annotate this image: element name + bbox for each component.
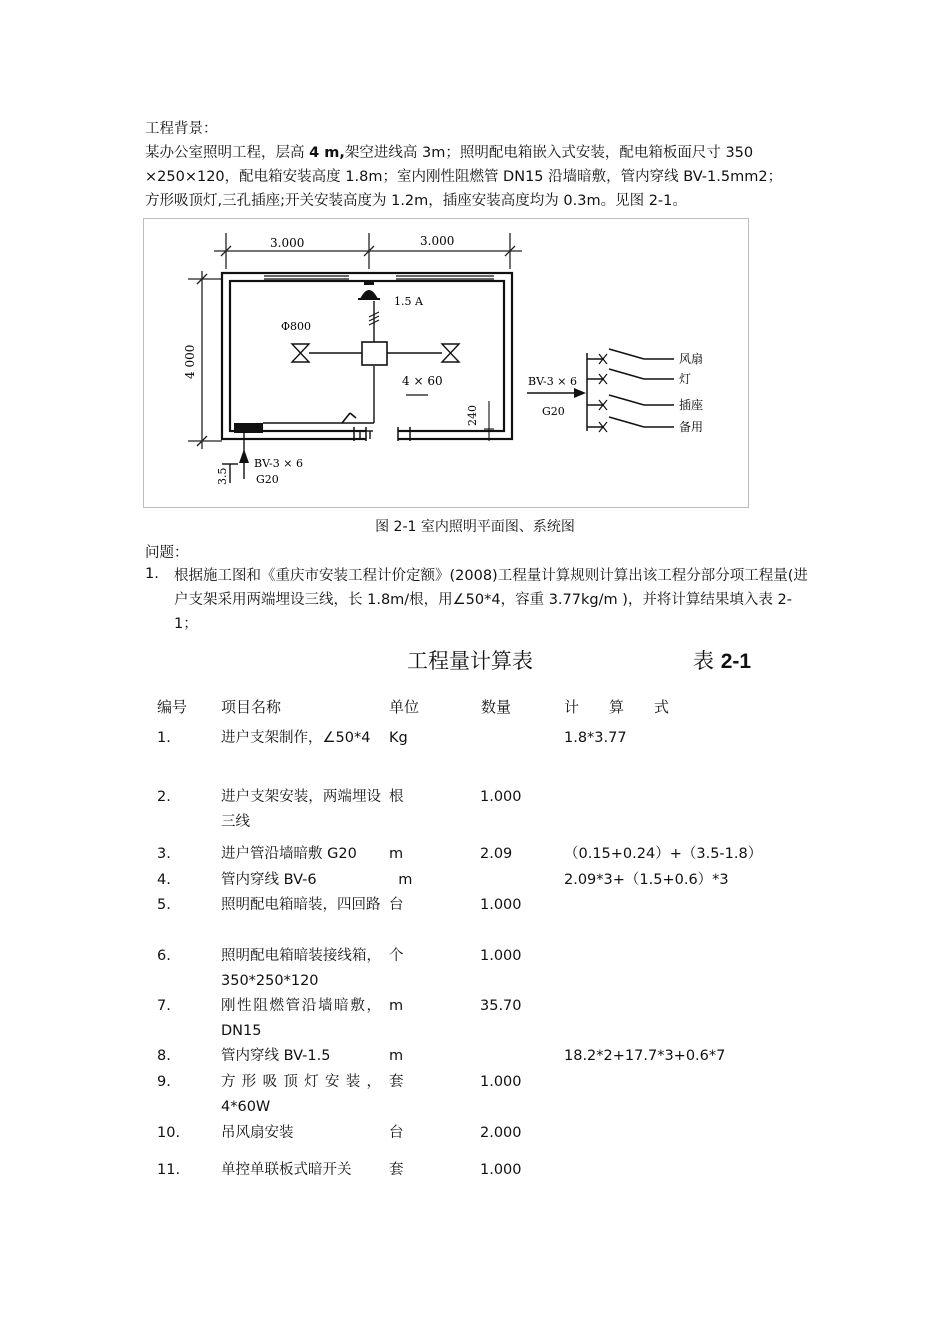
wall-dimension-lines <box>484 401 494 441</box>
socket-icon <box>357 431 373 439</box>
row-unit: Kg <box>389 730 408 746</box>
row-name: 吊风扇安装 <box>221 1125 294 1141</box>
circuit-label-socket: 插座 <box>679 398 704 412</box>
row-unit: 个 <box>389 948 404 964</box>
row-unit: 台 <box>389 1125 404 1141</box>
row-qty: 1.000 <box>480 1162 522 1178</box>
row-qty: 2.09 <box>480 846 513 862</box>
feeder-pipe-text: G20 <box>256 473 279 486</box>
row-unit: 套 <box>389 1162 404 1178</box>
row-no: 8. <box>157 1048 171 1064</box>
circuit-label-spare: 备用 <box>679 420 704 434</box>
row-name: 照明配电箱暗装，四回路 <box>221 897 381 913</box>
row-no: 11. <box>157 1162 181 1178</box>
row-qty: 1.000 <box>480 789 522 805</box>
row-name: 进户支架制作，∠50*4 <box>221 730 371 746</box>
feeder-arrow-icon <box>239 449 249 463</box>
header-unit: 单位 <box>389 698 420 716</box>
row-unit: m <box>389 1048 404 1064</box>
row-no: 2. <box>157 789 171 805</box>
background-line-3: 方形吸顶灯,三孔插座;开关安装高度为 1.2m，插座安装高度均为 0.3m。见图 2-1。 <box>145 193 687 209</box>
background-line-1-c: 架空进线高 3m；照明配电箱嵌入式安装，配电箱板面尺寸 350 <box>344 145 754 161</box>
right-fan-icon <box>442 344 459 362</box>
row-calc: （0.15+0.24）+（3.5-1.8） <box>564 846 763 862</box>
breaker-cross-marks <box>599 354 607 432</box>
row-qty: 2.000 <box>480 1125 522 1141</box>
row-unit: m <box>389 846 404 862</box>
question-number: 1. <box>145 566 159 582</box>
row-no: 7. <box>157 998 171 1014</box>
row-no: 6. <box>157 948 171 964</box>
ceiling-fan-icon <box>358 281 380 299</box>
row-no: 1. <box>157 730 171 746</box>
switch-icon <box>342 413 356 423</box>
row-unit: 根 <box>389 789 404 805</box>
row-no: 9. <box>157 1074 171 1090</box>
background-line-1-bold: 4 m, <box>309 145 345 161</box>
question-text: 根据施工图和《重庆市安装工程计价定额》(2008)工程量计算规则计算出该工程分部分项工程量(进户支架采用两端埋设三线，长 1.8m/根，用∠50*4，容重 3.77kg/m )，并将计算结果填入表 2-1； <box>174 568 808 632</box>
circuit-label-fan: 风扇 <box>679 352 704 366</box>
floor-plan-figure <box>143 218 749 508</box>
background-title: 工程背景： <box>145 121 218 137</box>
table-label-prefix: 表 <box>693 649 721 673</box>
row-qty: 1.000 <box>480 1074 522 1090</box>
row-name: 刚性阻燃管沿墙暗敷，DN15 <box>221 998 381 1039</box>
dim-right-text: 3.000 <box>420 234 455 248</box>
feeder-spec-text: BV-3 × 6 <box>254 457 303 470</box>
door-gap <box>366 428 398 443</box>
question-title: 问题： <box>145 545 189 561</box>
background-line-1-a: 某办公室照明工程，层高 <box>145 145 310 161</box>
row-no: 5. <box>157 897 171 913</box>
header-name: 项目名称 <box>221 698 282 716</box>
system-arrow-icon <box>574 388 586 398</box>
figure-caption: 图 2-1 室内照明平面图、系统图 <box>375 519 575 535</box>
fan-load-text: 1.5 A <box>394 295 423 308</box>
row-name: 进户支架安装，两端埋设三线 <box>221 789 381 830</box>
distribution-box <box>234 423 263 433</box>
row-calc: 1.8*3.77 <box>564 730 627 746</box>
ceiling-lamp-box <box>362 342 387 365</box>
left-fan-icon <box>292 344 309 362</box>
table-label-number: 2-1 <box>720 650 752 673</box>
row-qty: 35.70 <box>480 998 522 1014</box>
row-name: 方形吸顶灯安装，4*60W <box>221 1074 381 1115</box>
table-label <box>693 645 751 675</box>
top-dimension-lines <box>214 233 522 269</box>
table-title: 工程量计算表 <box>407 649 533 673</box>
dim-height-text: 4 000 <box>183 344 197 379</box>
dim-left-text: 3.000 <box>270 236 305 250</box>
floor-plan-drawing <box>144 219 748 507</box>
row-qty: 1.000 <box>480 897 522 913</box>
row-unit: m <box>389 998 404 1014</box>
row-unit: m <box>389 872 413 888</box>
conductor-ticks <box>369 312 379 325</box>
dim-240-text: 240 <box>466 405 479 426</box>
row-calc: 2.09*3+（1.5+0.6）*3 <box>564 872 729 888</box>
row-unit: 台 <box>389 897 404 913</box>
lamp-spec-text: 4 × 60 <box>402 374 443 388</box>
row-name: 单控单联板式暗开关 <box>221 1162 352 1178</box>
background-paragraph <box>145 117 815 213</box>
header-qty: 数量 <box>481 698 512 716</box>
background-line-2: ×250×120，配电箱安装高度 1.8m；室内刚性阻燃管 DN15 沿墙暗敷，管内穿线 BV-1.5mm2； <box>145 169 783 185</box>
background-line-1 <box>145 141 815 165</box>
row-name: 照明配电箱暗装接线箱，350*250*120 <box>221 948 381 989</box>
row-unit: 套 <box>389 1074 404 1090</box>
system-feeder-pipe-text: G20 <box>542 405 565 418</box>
windows <box>264 276 494 279</box>
row-qty: 1.000 <box>480 948 522 964</box>
row-name: 进户管沿墙暗敷 G20 <box>221 846 357 862</box>
row-no: 10. <box>157 1125 181 1141</box>
row-name: 管内穿线 BV-1.5 <box>221 1048 331 1064</box>
row-no: 4. <box>157 872 171 888</box>
dim-35-text: 3.5 <box>216 467 229 485</box>
header-no: 编号 <box>157 698 188 716</box>
header-calc: 计 算 式 <box>564 698 670 716</box>
fan-diameter-text: Φ800 <box>281 320 312 333</box>
row-calc: 18.2*2+17.7*3+0.6*7 <box>564 1048 726 1064</box>
system-feeder-spec-text: BV-3 × 6 <box>528 375 577 388</box>
row-no: 3. <box>157 846 171 862</box>
circuit-label-lamp: 灯 <box>679 372 692 386</box>
row-name: 管内穿线 BV-6 <box>221 872 317 888</box>
